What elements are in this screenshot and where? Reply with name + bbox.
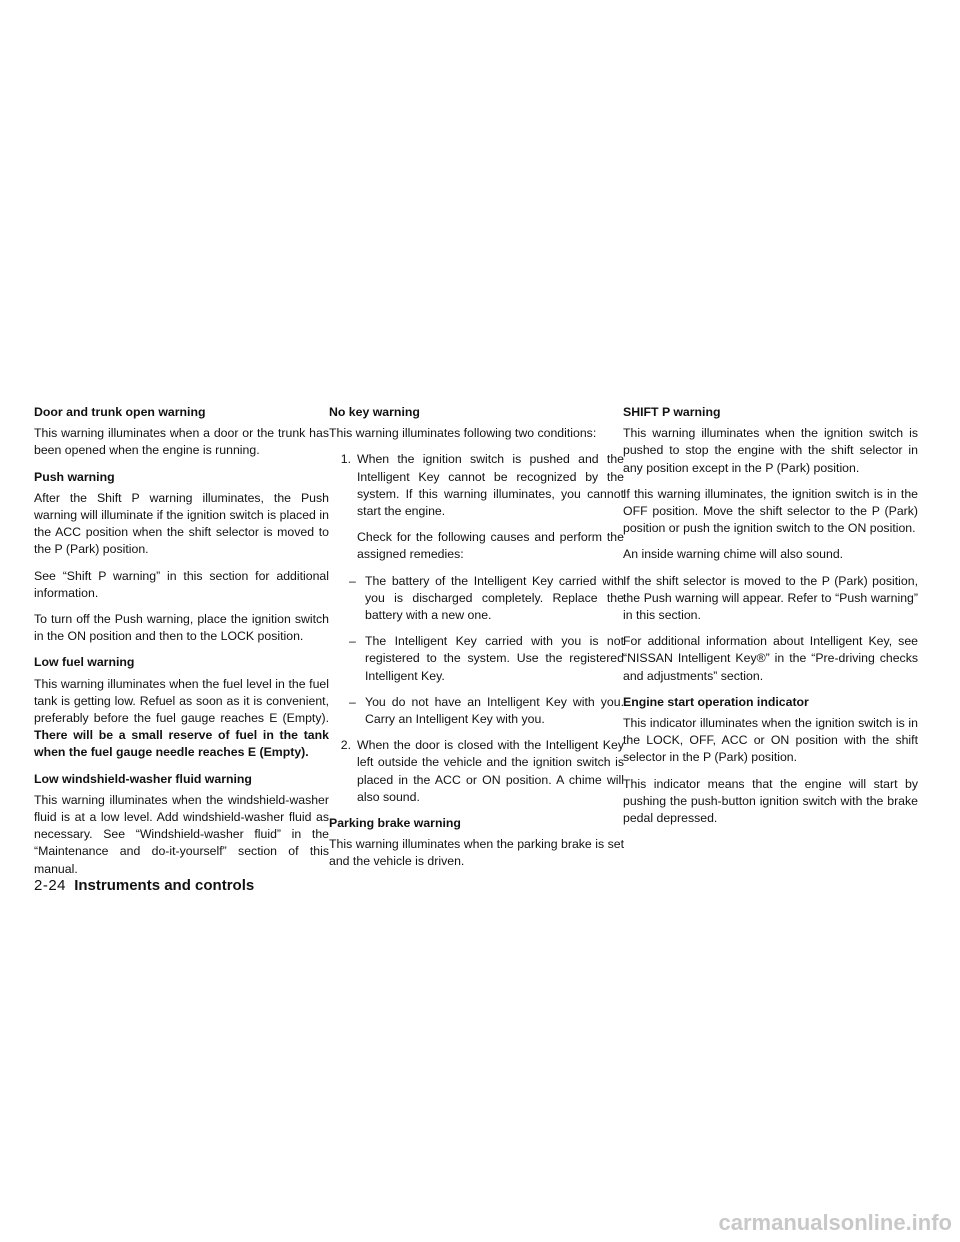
dash-item-3-text: You do not have an Intelligent Key with you. Carry an Intelligent Key with you. — [365, 694, 624, 727]
dash-mark: – — [349, 573, 356, 588]
paragraph-engine-start-1: This indicator illuminates when the ignition switch is in the LOCK, OFF, ACC or ON position with the shift selector in the P (Park) position. — [623, 716, 918, 765]
list-number-1: 1. — [340, 452, 351, 467]
list-number-2: 2. — [340, 738, 351, 753]
dash-item-3 — [349, 694, 624, 728]
paragraph-shift-p-1: This warning illuminates when the ignition switch is pushed to stop the engine with the shift selector in any position except in the P (Park) position. — [623, 426, 918, 475]
paragraph-push-warning-2: See “Shift P warning” in this section for additional information. — [34, 568, 329, 600]
section-title: Instruments and controls — [74, 877, 255, 894]
paragraph-low-fuel — [34, 676, 329, 762]
heading-push-warning: Push warning — [34, 469, 115, 484]
list-item-1-subtext: Check for the following causes and perform the assigned remedies: — [357, 530, 624, 562]
list-item-2 — [329, 737, 624, 806]
paragraph-shift-p-4: If the shift selector is moved to the P (Park) position, the Push warning will appear. Refer to “Push warning” in this section. — [623, 573, 918, 623]
dash-item-2 — [349, 633, 624, 685]
page-footer — [34, 876, 254, 896]
dash-item-1-text: The battery of the Intelligent Key carried with you is discharged completely. Replace the battery with a new one. — [365, 573, 624, 623]
paragraph-shift-p-5: For additional information about Intelligent Key, see “NISSAN Intelligent Key®” in the “Pre-driving checks and adjustments” section. — [623, 634, 918, 683]
heading-low-fuel-warning: Low fuel warning — [34, 655, 135, 670]
list-item-2-text: When the door is closed with the Intelligent Key left outside the vehicle and the ignition switch is placed in the ACC or ON position. A chime will also sound. — [357, 738, 624, 804]
column-middle — [329, 404, 624, 880]
dash-mark: – — [349, 634, 356, 649]
watermark: carmanualsonline.info — [718, 1210, 952, 1235]
paragraph-engine-start-2: This indicator means that the engine will start by pushing the push-button ignition switch with the brake pedal depressed. — [623, 776, 918, 826]
heading-parking-brake-warning: Parking brake warning — [329, 816, 461, 831]
paragraph-no-key-intro: This warning illuminates following two conditions: — [329, 426, 597, 441]
list-item-1-text: When the ignition switch is pushed and the Intelligent Key cannot be recognized by the system. If this warning illuminates, you cannot start the engine. — [357, 452, 624, 519]
heading-engine-start-indicator: Engine start operation indicator — [623, 694, 809, 709]
heading-door-trunk-open-warning: Door and trunk open warning — [34, 405, 206, 419]
dash-mark: – — [349, 694, 356, 709]
list-item-1 — [329, 451, 624, 520]
dash-item-2-text: The Intelligent Key carried with you is not registered to the system. Use the registered Intelligent Key. — [365, 634, 624, 683]
heading-shift-p-warning: SHIFT P warning — [623, 405, 721, 419]
dash-item-1 — [349, 573, 624, 625]
heading-washer-fluid-warning: Low windshield-washer fluid warning — [34, 771, 252, 786]
column-right — [623, 404, 918, 836]
paragraph-push-warning-1: After the Shift P warning illuminates, the Push warning will illuminate if the ignition switch is placed in the ACC position when the shift selector is moved to the P (Park) position. — [34, 490, 329, 557]
low-fuel-text: This warning illuminates when the fuel level in the fuel tank is getting low. Refuel as soon as it is convenient, preferably before the fuel gauge reaches E (Empty). — [34, 676, 329, 726]
page-number: 2-24 — [34, 877, 67, 894]
paragraph-shift-p-3: An inside warning chime will also sound. — [623, 547, 844, 562]
column-left — [34, 404, 329, 887]
paragraph-push-warning-3: To turn off the Push warning, place the ignition switch in the ON position and then to the LOCK position. — [34, 612, 329, 644]
heading-no-key-warning: No key warning — [329, 405, 420, 419]
paragraph-parking-brake: This warning illuminates when the parking brake is set and the vehicle is driven. — [329, 837, 624, 869]
low-fuel-bold-note: There will be a small reserve of fuel in the tank when the fuel gauge needle reaches E (Empty). — [34, 728, 329, 760]
paragraph-washer-fluid: This warning illuminates when the windshield-washer fluid is at a low level. Add windshield-washer fluid as necessary. See “Windshield-washer fluid” in the “Maintenance and do-it-yourself” section of this manual. — [34, 792, 329, 876]
paragraph-door-warning: This warning illuminates when a door or the trunk has been opened when the engine is running. — [34, 426, 329, 458]
paragraph-shift-p-2: If this warning illuminates, the ignition switch is in the OFF position. Move the shift selector to the P (Park) position or push the ignition switch to the ON position. — [623, 486, 918, 536]
